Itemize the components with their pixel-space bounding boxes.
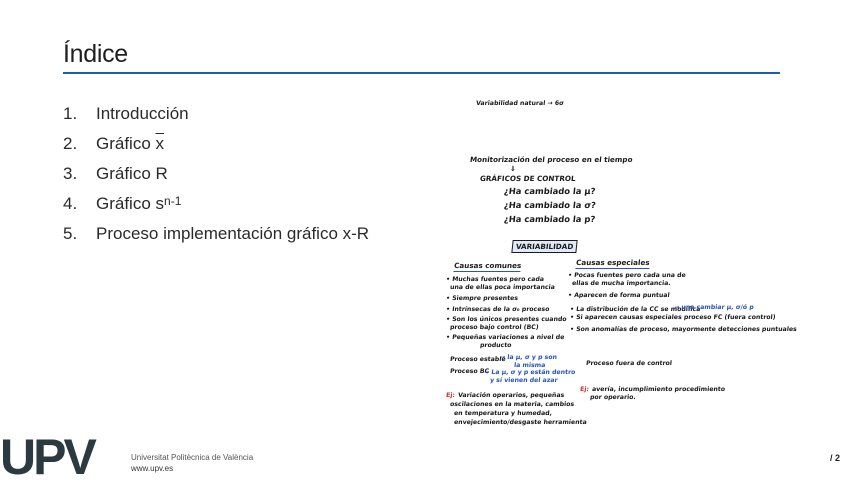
page-number: / 2	[830, 453, 841, 463]
toc-item	[63, 224, 369, 254]
note-ej-label: Ej:	[445, 392, 456, 399]
toc-number: 2.	[63, 134, 78, 153]
note-q1: ¿Ha cambiado la μ?	[503, 186, 596, 196]
slide-title: Índice	[63, 40, 128, 68]
note-monitor: Monitorización del proceso en el tiempo	[469, 155, 633, 164]
handwritten-notes	[440, 90, 798, 435]
note-especiales-line: • La distribución de la CC se modifica	[569, 306, 701, 313]
note-comunes-line: producto	[479, 342, 512, 349]
toc-item	[63, 194, 369, 224]
toc-text: Gráfico R	[96, 164, 168, 183]
note-q3: ¿Ha cambiado la p?	[503, 214, 596, 224]
note-comunes-title: Causas comunes	[453, 261, 522, 270]
note-graficos: GRÁFICOS DE CONTROL	[479, 174, 577, 183]
toc-item	[63, 134, 369, 164]
subscript: n-1	[164, 194, 182, 208]
note-especiales-blue: → una cambiar μ, σ/ó p	[673, 304, 755, 311]
note-comunes-line: una de ellas poca importancia	[449, 284, 556, 291]
note-ej-line: en temperatura y humedad,	[453, 410, 553, 417]
note-especiales-line: • Si aparecen causas especiales proceso FC (fuera control)	[569, 314, 776, 321]
toc-number: 4.	[63, 194, 78, 213]
note-especiales-title: Causas especiales	[575, 258, 651, 267]
table-of-contents	[63, 104, 369, 254]
note-ej-line: avería, incumplimiento procedimiento	[591, 386, 726, 393]
note-ej-line: Variación operarios, pequeñas	[457, 392, 565, 399]
note-estable1: Proceso estable	[449, 356, 506, 363]
note-especiales-line: • Aparecen de forma puntual	[567, 292, 670, 299]
note-especiales-line: ellas de mucha importancia.	[571, 280, 672, 287]
note-variabilidad: VARIABILIDAD	[511, 240, 578, 253]
toc-text: Proceso implementación gráfico x-R	[96, 224, 370, 243]
note-comunes-line: • Son los únicos presentes cuando	[445, 316, 567, 323]
website-link[interactable]: www.upv.es	[131, 464, 174, 473]
toc-number: 3.	[63, 164, 78, 183]
toc-text: Gráfico s	[96, 194, 165, 213]
note-comunes-line: • Pequeñas variaciones a nivel de	[445, 334, 565, 341]
toc-number: 5.	[63, 224, 78, 243]
note-estable-blue: → La μ, σ y p están dentro	[483, 369, 576, 376]
note-ej-line: por operario.	[589, 394, 637, 401]
toc-number: 1.	[63, 104, 78, 123]
note-q2: ¿Ha cambiado la σ?	[503, 200, 597, 210]
note-estable-blue: → la μ, σ y p son	[499, 354, 558, 361]
note-top: Variabilidad natural → 6σ	[475, 100, 565, 107]
note-comunes-line: • Siempre presentes	[445, 295, 519, 302]
toc-text: Introducción	[96, 104, 189, 123]
note-ej-line: oscilaciones en la materia, cambios	[449, 401, 575, 408]
upv-logo: UPV	[0, 429, 94, 485]
x-bar-symbol: $\overline{x}$	[155, 134, 165, 153]
toc-item	[63, 164, 369, 194]
toc-text: Gráfico	[96, 134, 156, 153]
note-estable-blue: y sí vienen del azar	[489, 377, 558, 384]
note-ej-line: envejecimiento/desgaste herramienta	[453, 419, 588, 426]
note-estable-blue: la misma	[513, 362, 546, 369]
note-estable2: Proceso BC	[449, 368, 490, 375]
note-arrow: ⇓	[509, 164, 517, 173]
note-comunes-line: • Muchas fuentes pero cada	[445, 276, 545, 283]
note-especiales-line: • Pocas fuentes pero cada una de	[567, 272, 687, 279]
note-comunes-line: • Intrínsecas de la σ₀ proceso	[445, 306, 550, 313]
toc-item	[63, 104, 369, 134]
note-comunes-line: proceso bajo control (BC)	[449, 324, 539, 331]
university-name: Universitat Politècnica de València	[131, 453, 254, 462]
note-especiales-line: • Son anomalías de proceso, mayormente detecciones puntuales	[569, 326, 798, 333]
title-divider	[63, 72, 780, 74]
note-fuera: Proceso fuera de control	[585, 360, 673, 367]
note-ej-label: Ej:	[579, 386, 590, 393]
